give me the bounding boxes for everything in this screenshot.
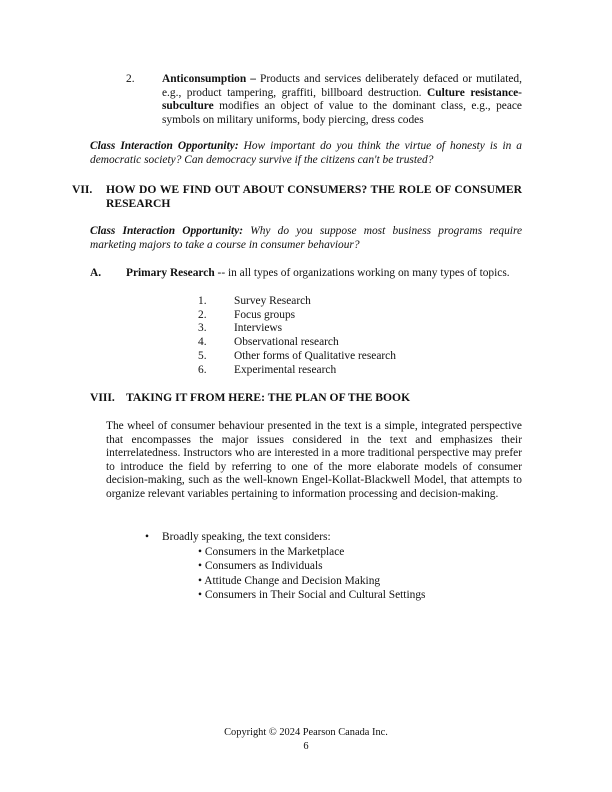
list-label: Interviews <box>234 322 283 334</box>
primary-research-term: Primary Research <box>126 267 215 279</box>
list-item <box>198 336 207 350</box>
anticonsumption-paragraph <box>162 73 522 127</box>
list-number: 3. <box>198 322 207 334</box>
bullet-marker: • <box>145 531 149 543</box>
class-interaction-label: Class Interaction Opportunity: <box>90 140 239 152</box>
primary-research-text: -- in all types of organizations working on many types of topics. <box>217 267 510 279</box>
footer-copyright: Copyright © 2024 Pearson Canada Inc. <box>224 727 388 738</box>
list-item <box>234 336 339 350</box>
list-number: 6. <box>198 364 207 376</box>
sub-bullet-label: Attitude Change and Decision Making <box>204 575 381 587</box>
section-7-numeral: VII. <box>72 183 93 196</box>
bullet-intro: Broadly speaking, the text considers: <box>162 531 331 543</box>
item-number: 2. <box>126 73 135 85</box>
primary-research-paragraph <box>126 267 522 281</box>
class-interaction-label: Class Interaction Opportunity: <box>90 225 243 237</box>
list-item <box>234 350 396 364</box>
plan-paragraph: The wheel of consumer behaviour presented in the text is a simple, integrated perspective that encompasses the major issues considered in the text and emphasizes their interrelatedness. Instructors who are interested in a more traditional perspective may prefer to introduce the field by referring to one of the more elaborate models of consumer decision-making, such as the well-known Engel-Kollat-Blackwell Model, that attempts to organize relevant variables pertaining to information processing and decision-making. <box>106 420 522 500</box>
anticonsumption-text: Products and services deliberately defaced or mutilated, e.g., product tampering, graffiti, billboard destruction. <box>162 73 522 99</box>
class-interaction-2 <box>90 225 522 252</box>
class-interaction-text: How important do you think the virtue of honesty is in a democratic society? Can democracy survive if the citizens can't be trusted? <box>90 140 523 166</box>
anticonsumption-term: Anticonsumption – <box>162 73 256 85</box>
list-label: Focus groups <box>234 309 296 321</box>
list-item <box>198 322 207 336</box>
sub-bullet-label: Consumers in Their Social and Cultural Settings <box>204 589 426 601</box>
culture-resistance-term: Culture resistance-subculture <box>162 86 522 113</box>
class-interaction-1 <box>90 140 522 167</box>
list-item <box>198 350 207 364</box>
section-8-numeral: VIII. <box>90 391 115 404</box>
section-7-title: HOW DO WE FIND OUT ABOUT CONSUMERS? THE ROLE OF CONSUMER RESEARCH <box>106 183 522 210</box>
sub-bullet-item: • Consumers as Individuals <box>198 560 323 572</box>
culture-resistance-text: modifies an object of value to the dominant class, e.g., peace symbols on military uniforms, body piercing, dress codes <box>162 100 522 126</box>
list-item <box>234 309 295 323</box>
list-number: 2. <box>198 309 207 321</box>
sub-bullet-item: • Consumers in Their Social and Cultural Settings <box>198 589 426 601</box>
sub-bullet-item: • Attitude Change and Decision Making <box>198 575 381 587</box>
list-item <box>234 295 311 309</box>
list-number: 1. <box>198 295 207 307</box>
list-number: 4. <box>198 336 207 348</box>
list-label: Other forms of Qualitative research <box>234 350 396 362</box>
sub-bullet-label: Consumers in the Marketplace <box>204 546 345 558</box>
section-8-title: TAKING IT FROM HERE: THE PLAN OF THE BOOK <box>126 391 411 404</box>
list-item <box>198 364 207 378</box>
list-number: 5. <box>198 350 207 362</box>
list-label: Observational research <box>234 336 339 348</box>
list-item <box>198 295 207 309</box>
section-a-letter: A. <box>90 267 102 279</box>
page-number: 6 <box>303 741 309 752</box>
sub-bullet-label: Consumers as Individuals <box>204 560 323 572</box>
sub-bullet-item: • Consumers in the Marketplace <box>198 546 345 558</box>
list-item <box>198 309 207 323</box>
list-item <box>234 322 282 336</box>
class-interaction-text: Why do you suppose most business programs require marketing majors to take a course in consumer behaviour? <box>90 225 523 251</box>
list-label: Experimental research <box>234 364 337 376</box>
list-label: Survey Research <box>234 295 311 307</box>
list-item <box>234 364 336 378</box>
